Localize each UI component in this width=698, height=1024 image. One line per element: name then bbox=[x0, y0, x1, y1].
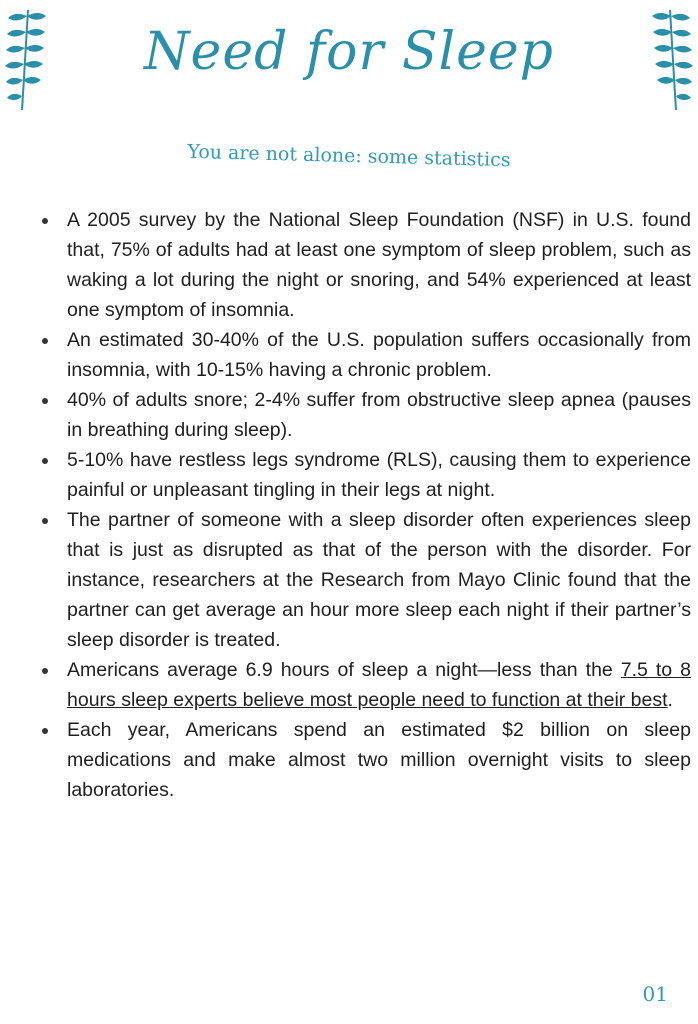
page-title: Need for Sleep bbox=[144, 22, 554, 82]
stat-text: Americans average 6.9 hours of sleep a night—less than the bbox=[67, 659, 621, 681]
list-item: An estimated 30-40% of the U.S. population suffers occasionally from insomnia, with 10-15% having a chronic problem. bbox=[67, 325, 691, 385]
list-item: 40% of adults snore; 2-4% suffer from obstructive sleep apnea (pauses in breathing during sleep). bbox=[67, 385, 691, 445]
list-item: The partner of someone with a sleep disorder often experiences sleep that is just as disrupted as that of the person with the disorder. For instance, researchers at the Research from Mayo Clinic found that the partner can get average an hour more sleep each night if their partner’s sleep disorder is treated. bbox=[67, 505, 691, 655]
statistics-list bbox=[38, 205, 691, 805]
list-item: 5-10% have restless legs syndrome (RLS), causing them to experience painful or unpleasant tingling in their legs at night. bbox=[67, 445, 691, 505]
stat-text: . bbox=[667, 689, 673, 711]
list-item bbox=[67, 655, 691, 715]
list-item: A 2005 survey by the National Sleep Foundation (NSF) in U.S. found that, 75% of adults had at least one symptom of sleep problem, such as waking a lot during the night or snoring, and 54% experienced at least one symptom of insomnia. bbox=[67, 205, 691, 325]
page-subtitle: You are not alone: some statistics bbox=[187, 140, 511, 172]
sleep-experts-link[interactable]: 7.5 to 8 hours sleep experts believe most people need to function at their best bbox=[67, 659, 691, 711]
list-item: Each year, Americans spend an estimated $2 billion on sleep medications and make almost two million overnight visits to sleep laboratories. bbox=[67, 715, 691, 805]
page-number: 01 bbox=[642, 982, 668, 1006]
